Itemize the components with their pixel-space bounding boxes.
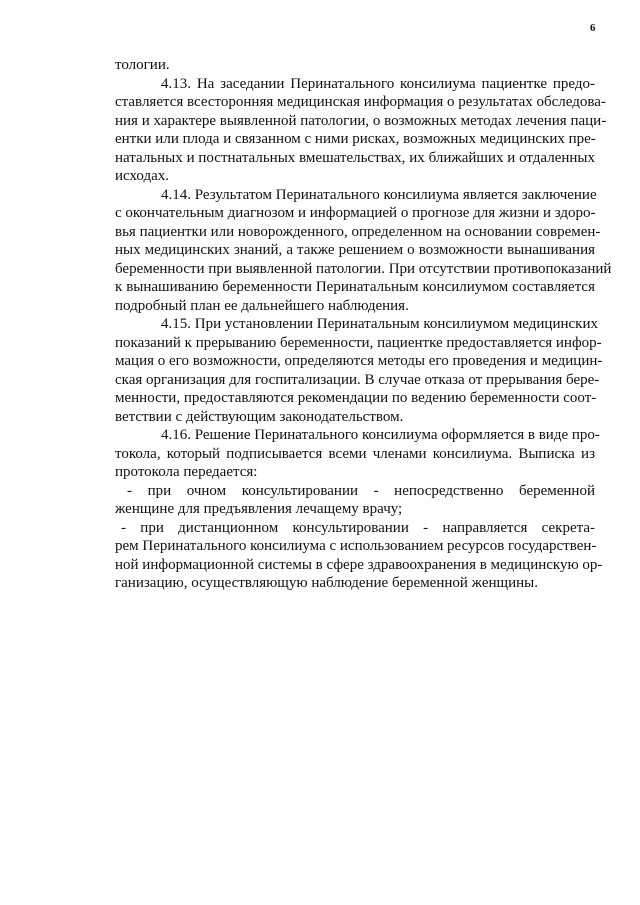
paragraph-4-15-start: 4.15. При установлении Перинатальным консилиумом медицинских — [161, 316, 598, 332]
list-item-dash: - при очном консультировании - непосредственно беременной — [127, 482, 595, 499]
text-line: мация о его возможности, определяются методы его проведения и медицин- — [115, 353, 603, 369]
text-line: рем Перинатального консилиума с использованием ресурсов государствен- — [115, 538, 597, 554]
text-line: женщине для предъявления лечащему врачу; — [115, 501, 403, 517]
text-line: ной информационной системы в сфере здравоохранения в медицинскую ор- — [115, 556, 603, 573]
text-line: беременности при выявленной патологии. При отсутствии противопоказаний — [115, 260, 612, 277]
paragraph-4-13-start: 4.13. На заседании Перинатального консилиума пациентке предо- — [161, 75, 595, 92]
text-line: к вынашиванию беременности Перинатальным консилиумом составляется — [115, 279, 595, 295]
text-line: ентки или плода и связанном с ними рисках, возможных медицинских пре- — [115, 131, 596, 147]
list-item-dash: - при дистанционном консультировании - направляется секрета- — [121, 519, 595, 536]
text-line: ставляется всесторонняя медицинская информация о результатах обследова- — [115, 94, 606, 110]
text-line: протокола передается: — [115, 464, 258, 480]
text-line: ных медицинских знаний, а также решением о возможности вынашивания — [115, 242, 595, 258]
text-line: ния и характере выявленной патологии, о возможных методах лечения паци- — [115, 112, 607, 129]
page-number: 6 — [590, 22, 596, 34]
text-line: токола, который подписывается всеми членами консилиума. Выписка из — [115, 445, 595, 462]
text-line: ская организация для госпитализации. В случае отказа от прерывания бере- — [115, 371, 600, 388]
text-line: подробный план ее дальнейшего наблюдения. — [115, 297, 409, 314]
paragraph-4-16-start: 4.16. Решение Перинатального консилиума оформляется в виде про- — [161, 427, 600, 443]
text-line: вья пациентки или новорожденного, определенном на основании современ- — [115, 223, 601, 240]
text-line: ганизацию, осуществляющую наблюдение беременной женщины. — [115, 575, 538, 591]
text-line: показаний к прерыванию беременности, пациентке предоставляется инфор- — [115, 334, 602, 351]
document-body — [115, 56, 612, 593]
text-line: с окончательным диагнозом и информацией о прогнозе для жизни и здоро- — [115, 205, 596, 221]
text-line: натальных и постнатальных вмешательствах, их ближайших и отдаленных — [115, 149, 595, 166]
text-line: исходах. — [115, 168, 170, 184]
text-line: тологии. — [115, 57, 170, 73]
text-line: менности, предоставляются рекомендации по ведению беременности соот- — [115, 390, 597, 406]
paragraph-4-14-start: 4.14. Результатом Перинатального консилиума является заключение — [161, 186, 597, 203]
text-line: ветствии с действующим законодательством. — [115, 408, 404, 425]
